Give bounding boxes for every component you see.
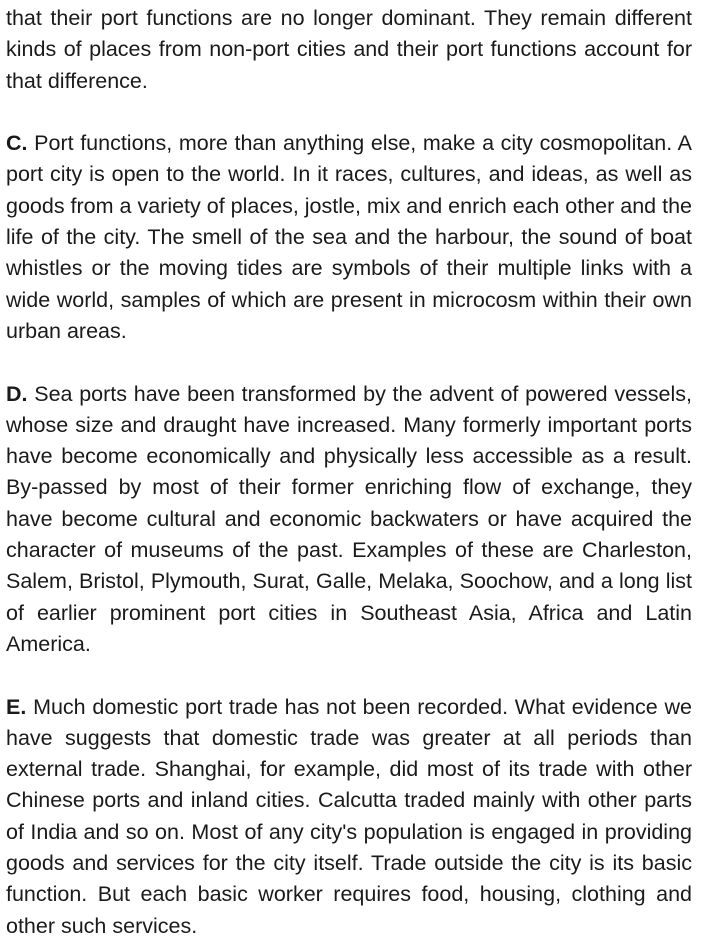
paragraph-text: Port functions, more than anything else, make a city cosmopolitan. A port city is open to the world. In it races, cultures, and ideas, as well as goods from a variety of places, jostle, mix and enrich each other and the life of the city. The smell of the sea and the harbour, the sound of boat whistles or the moving tides are symbols of their multiple links with a wide world, samples of which are present in microcosm within their own urban areas.	[6, 131, 692, 343]
paragraph-c	[6, 128, 692, 347]
document-page	[6, 3, 692, 942]
paragraph-intro-continuation	[6, 3, 692, 97]
paragraph-letter-e: E.	[6, 694, 27, 719]
paragraph-text: Much domestic port trade has not been recorded. What evidence we have suggests that domestic trade was greater at all periods than external trade. Shanghai, for example, did most of its trade with other Chinese ports and inland cities. Calcutta traded mainly with other parts of India and so on. Most of any city's population is engaged in providing goods and services for the city itself. Trade outside the city is its basic function. But each basic worker requires food, housing, clothing and other such services.	[6, 694, 692, 938]
paragraph-spacer	[6, 97, 692, 128]
paragraph-d	[6, 379, 692, 661]
paragraph-e	[6, 692, 692, 942]
paragraph-text: Sea ports have been transformed by the advent of powered vessels, whose size and draught have increased. Many formerly important ports have become economically and physically less accessible as a result. By-passed by most of their former enriching flow of exchange, they have become cultural and economic backwaters or have acquired the character of museums of the past. Examples of these are Charleston, Salem, Bristol, Plymouth, Surat, Galle, Melaka, Soochow, and a long list of earlier prominent port cities in Southeast Asia, Africa and Latin America.	[6, 381, 692, 656]
paragraph-spacer	[6, 347, 692, 378]
paragraph-letter-d: D.	[6, 381, 28, 406]
paragraph-spacer	[6, 660, 692, 691]
paragraph-letter-c: C.	[6, 131, 28, 156]
paragraph-text: that their port functions are no longer dominant. They remain different kinds of places from non-port cities and their port functions account for that difference.	[6, 6, 692, 93]
